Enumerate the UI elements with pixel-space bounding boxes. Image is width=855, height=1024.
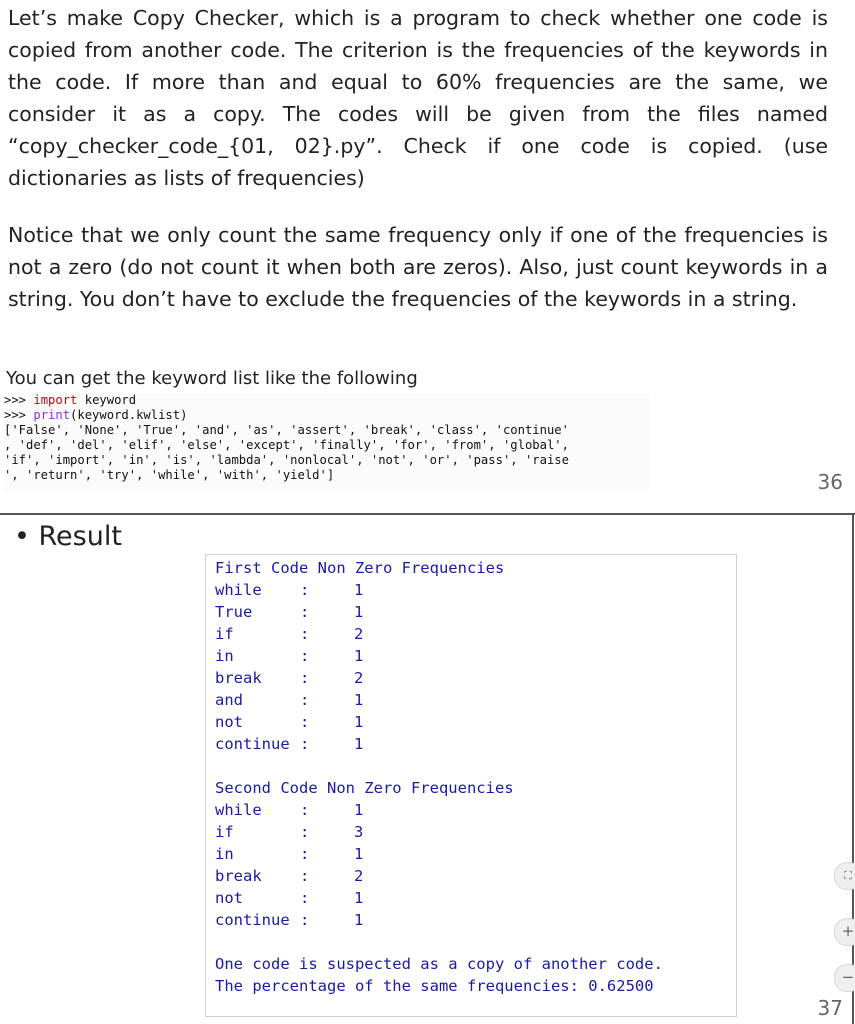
frequency-row [215, 711, 663, 733]
colon-cell: : [300, 801, 310, 819]
zoom-out-button[interactable]: − [834, 964, 855, 992]
count-cell: 1 [354, 713, 364, 731]
colon-cell: : [300, 669, 310, 687]
keyword-list-intro: You can get the keyword list like the following [6, 368, 418, 389]
keyword-cell: if [215, 823, 234, 841]
result-heading: • Result [14, 521, 122, 552]
keyword-cell: break [215, 867, 262, 885]
frequency-row [215, 689, 663, 711]
keyword-cell: continue [215, 735, 290, 753]
count-cell: 2 [354, 669, 364, 687]
code-line-print [4, 408, 649, 423]
count-cell: 3 [354, 823, 364, 841]
counting-notice: Notice that we only count the same frequency only if one of the frequencies is not a zero (do not count it when both are zeros). Also, just count keywords in a string. You don’t have to exclude the frequencies of the keywords in a string. [8, 223, 828, 311]
colon-cell: : [300, 691, 310, 709]
count-cell: 1 [354, 889, 364, 907]
keyword-cell: in [215, 845, 234, 863]
print-argument: (keyword.kwlist) [70, 408, 188, 422]
count-cell: 1 [354, 735, 364, 753]
count-cell: 2 [354, 867, 364, 885]
colon-cell: : [300, 823, 310, 841]
repl-prompt: >>> [4, 408, 34, 422]
copy-verdict: One code is suspected as a copy of another code. [215, 955, 663, 973]
frequency-row [215, 601, 663, 623]
keyword-code-snippet [4, 393, 649, 491]
count-cell: 1 [354, 581, 364, 599]
colon-cell: : [300, 603, 310, 621]
first-code-header: First Code Non Zero Frequencies [215, 559, 505, 577]
frequency-row [215, 733, 663, 755]
blank-line [215, 931, 663, 953]
keyword-cell: in [215, 647, 234, 665]
keyword-cell: while [215, 581, 262, 599]
result-output-screenshot [205, 554, 737, 1017]
slide-border [852, 515, 854, 1024]
count-cell: 1 [354, 603, 364, 621]
frequency-row [215, 667, 663, 689]
keyword-cell: not [215, 889, 243, 907]
count-cell: 1 [354, 845, 364, 863]
colon-cell: : [300, 845, 310, 863]
import-target: keyword [77, 393, 137, 407]
print-function: print [33, 408, 71, 422]
frequency-row [215, 579, 663, 601]
keyword-cell: while [215, 801, 262, 819]
keyword-cell: continue [215, 911, 290, 929]
import-keyword: import [33, 393, 78, 407]
blank-line [215, 755, 663, 777]
frequency-row [215, 799, 663, 821]
frequency-row [215, 887, 663, 909]
zoom-in-button[interactable]: + [834, 918, 855, 946]
frequency-row [215, 623, 663, 645]
colon-cell: : [300, 647, 310, 665]
colon-cell: : [300, 911, 310, 929]
count-cell: 1 [354, 647, 364, 665]
kwlist-output-line: 'if', 'import', 'in', 'is', 'lambda', 'nonlocal', 'not', 'or', 'pass', 'raise [4, 453, 569, 467]
keyword-cell: True [215, 603, 253, 621]
count-cell: 1 [354, 691, 364, 709]
count-cell: 1 [354, 911, 364, 929]
colon-cell: : [300, 713, 310, 731]
colon-cell: : [300, 581, 310, 599]
keyword-cell: not [215, 713, 243, 731]
keyword-cell: and [215, 691, 243, 709]
colon-cell: : [300, 889, 310, 907]
count-cell: 1 [354, 801, 364, 819]
kwlist-output-line: ['False', 'None', 'True', 'and', 'as', 'assert', 'break', 'class', 'continue' [4, 423, 569, 437]
frequency-row [215, 909, 663, 931]
keyword-cell: if [215, 625, 234, 643]
same-frequency-percentage: The percentage of the same frequencies: 0.62500 [215, 977, 654, 995]
keyword-cell: break [215, 669, 262, 687]
page-number: 36 [817, 470, 843, 494]
problem-description: Let’s make Copy Checker, which is a program to check whether one code is copied from another code. The criterion is the frequencies of the keywords in the code. If more than and equal to 60% frequencies are the same, we consider it as a copy. The codes will be given from the files named “copy_checker_code_{01, 02}.py”. Check if one code is copied. (use dictionaries as lists of frequencies) [8, 6, 828, 190]
fit-page-icon[interactable]: ⛶ [834, 862, 855, 890]
count-cell: 2 [354, 625, 364, 643]
frequency-row [215, 865, 663, 887]
code-line-import [4, 393, 649, 408]
repl-prompt: >>> [4, 393, 34, 407]
frequency-row [215, 843, 663, 865]
kwlist-output-line: , 'def', 'del', 'elif', 'else', 'except', 'finally', 'for', 'from', 'global', [4, 438, 569, 452]
terminal-text [215, 557, 663, 997]
second-code-header: Second Code Non Zero Frequencies [215, 779, 514, 797]
colon-cell: : [300, 867, 310, 885]
colon-cell: : [300, 625, 310, 643]
frequency-row [215, 645, 663, 667]
colon-cell: : [300, 735, 310, 753]
page-number: 37 [817, 996, 843, 1020]
frequency-row [215, 821, 663, 843]
kwlist-output-line: ', 'return', 'try', 'while', 'with', 'yield'] [4, 468, 335, 482]
slide-divider [0, 513, 855, 515]
